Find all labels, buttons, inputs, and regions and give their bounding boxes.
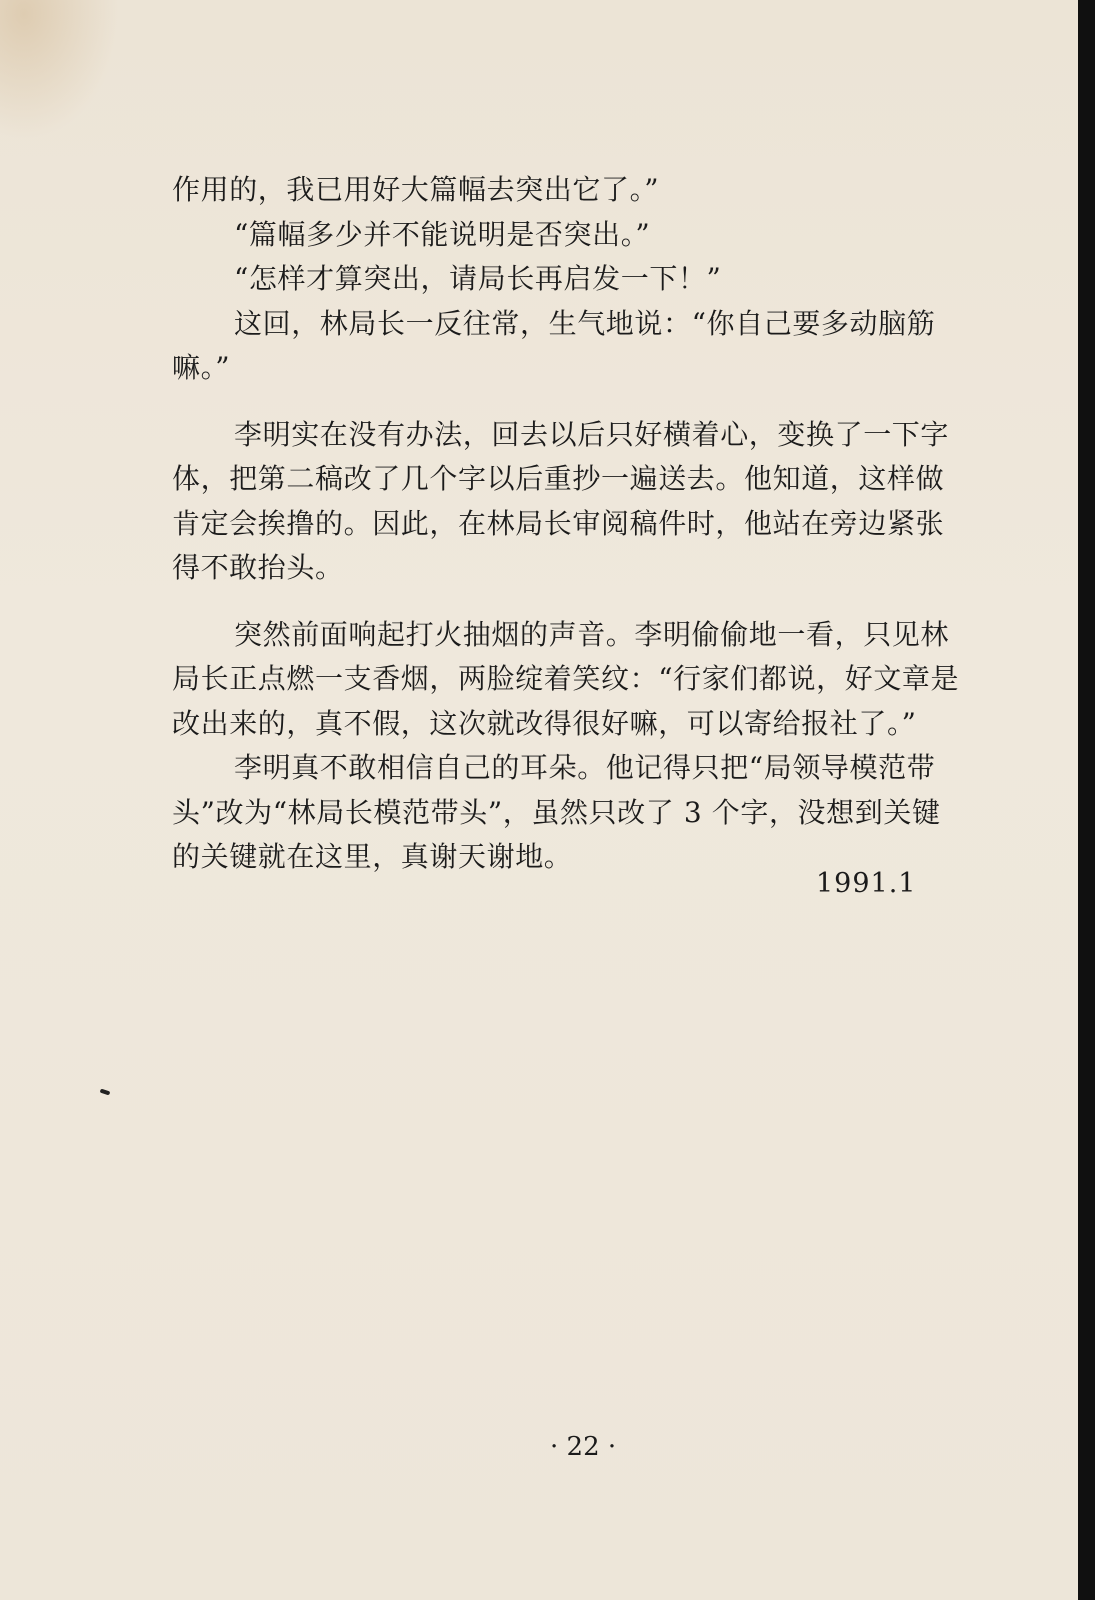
scan-edge — [1078, 0, 1095, 1600]
date-stamp: 1991.1 — [816, 868, 917, 899]
ink-speck — [100, 1089, 111, 1096]
text-line: “篇幅多少并不能说明是否突出。” — [234, 217, 651, 251]
text-line: 李明实在没有办法，回去以后只好横着心，变换了一下字 — [234, 417, 950, 451]
text-line: 头”改为“林局长模范带头”，虽然只改了 3 个字，没想到关键 — [172, 795, 941, 829]
body-text — [172, 168, 1004, 880]
text-line: 改出来的，真不假，这次就改得很好嘛，可以寄给报社了。” — [172, 706, 917, 740]
text-line: 这回，林局长一反往常，生气地说：“你自己要多动脑筋 — [234, 306, 936, 340]
text-line: 体，把第二稿改了几个字以后重抄一遍送去。他知道，这样做 — [172, 462, 945, 495]
page-number: · 22 · — [550, 1432, 617, 1462]
text-line: 嘛。” — [172, 351, 231, 384]
text-line: “怎样才算突出，请局长再启发一下！” — [234, 262, 722, 295]
text-line: 得不敢抬头。 — [172, 551, 344, 584]
text-line: 局长正点燃一支香烟，两脸绽着笑纹：“行家们都说，好文章是 — [172, 662, 960, 695]
text-line: 的关键就在这里，真谢天谢地。 — [172, 840, 573, 873]
text-line: 作用的，我已用好大篇幅去突出它了。” — [172, 173, 660, 206]
text-line: 李明真不敢相信自己的耳朵。他记得只把“局领导模范带 — [234, 751, 936, 784]
text-line: 肯定会挨撸的。因此，在林局长审阅稿件时，他站在旁边紧张 — [172, 506, 945, 540]
paper-stain — [0, 0, 120, 140]
text-line: 突然前面响起打火抽烟的声音。李明偷偷地一看，只见林 — [234, 617, 950, 651]
